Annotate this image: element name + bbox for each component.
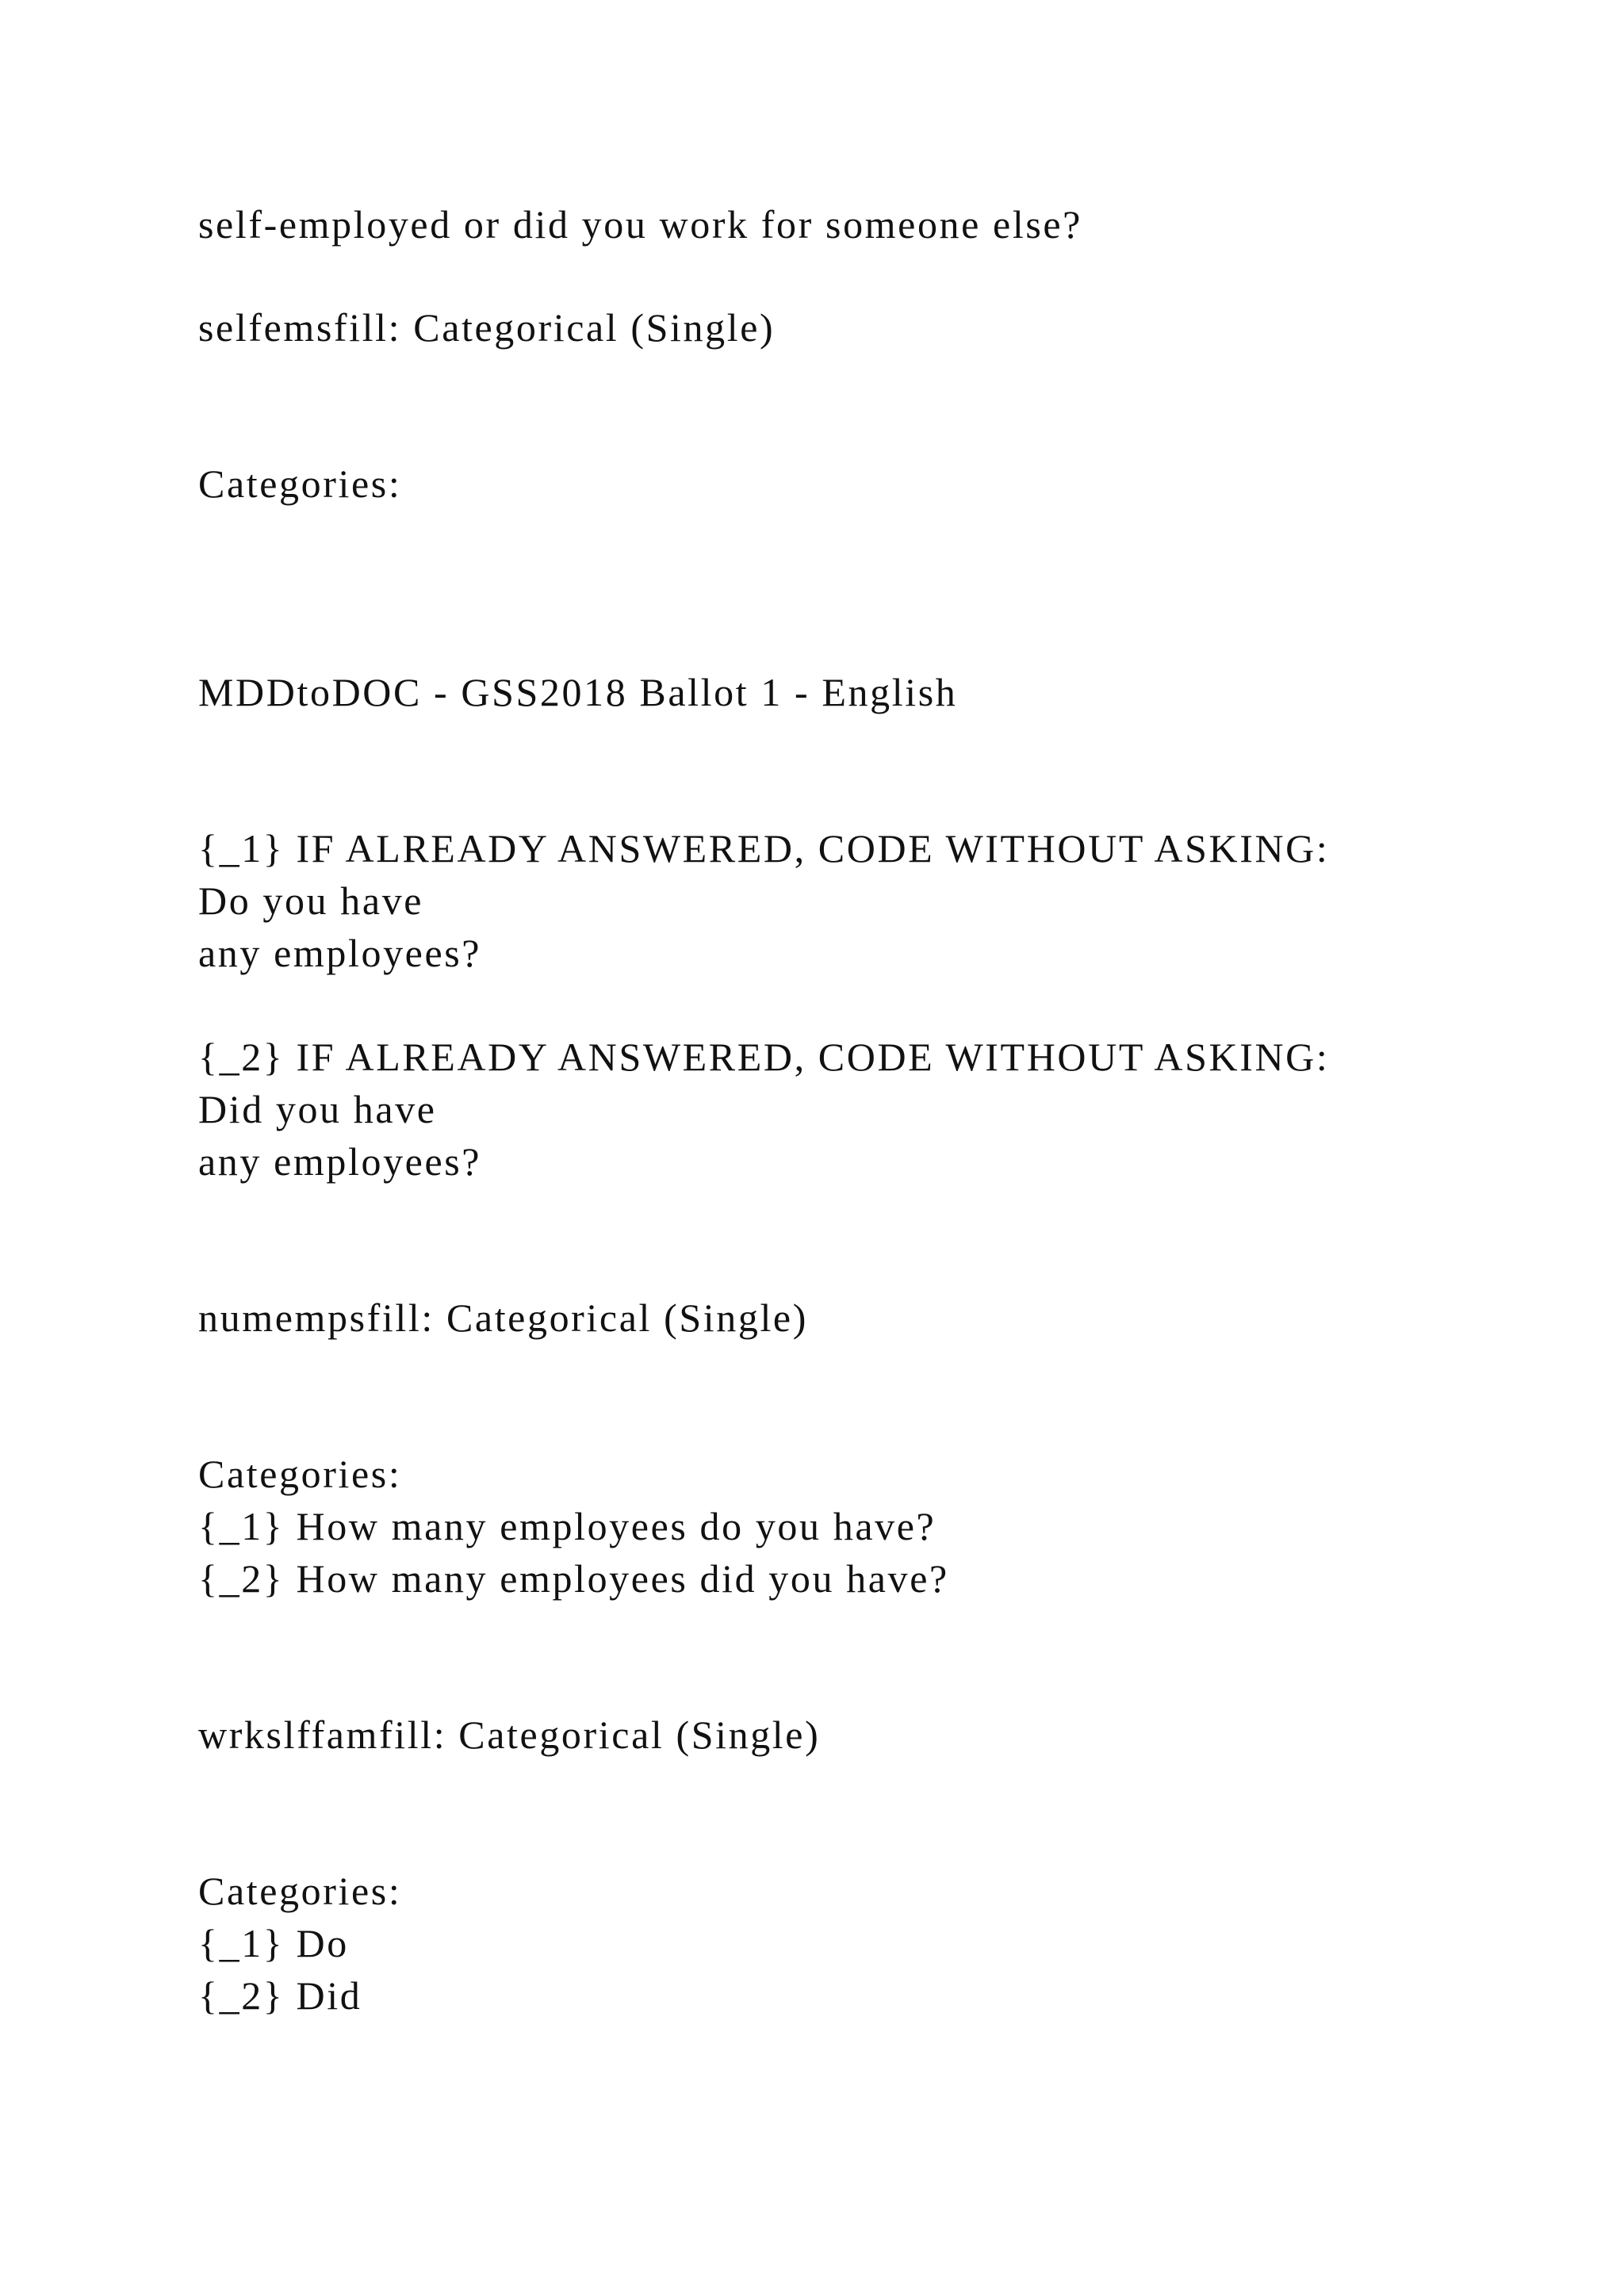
category-item: {_1} Do — [198, 1921, 349, 1965]
category-item: {_2} How many employees did you have? — [198, 1556, 949, 1601]
variable-heading-wrkslffamfill: wrkslffamfill: Categorical (Single) — [198, 1712, 821, 1757]
page-header-text: MDDtoDOC - GSS2018 Ballot 1 - English — [198, 670, 958, 714]
category-item: {_1} IF ALREADY ANSWERED, CODE WITHOUT ASKING: — [198, 826, 1330, 871]
category-item-text: Do you have — [198, 878, 424, 923]
category-item: {_2} Did — [198, 1973, 362, 2018]
categories-label: Categories: — [198, 1869, 402, 1913]
categories-label: Categories: — [198, 461, 402, 506]
variable-heading-selfemsfill: selfemsfill: Categorical (Single) — [198, 305, 776, 350]
category-item-text: Did you have — [198, 1087, 437, 1131]
categories-label: Categories: — [198, 1452, 402, 1496]
category-item: {_1} How many employees do you have? — [198, 1504, 936, 1548]
category-item: {_2} IF ALREADY ANSWERED, CODE WITHOUT ASKING: — [198, 1035, 1330, 1079]
category-item-text: any employees? — [198, 1139, 482, 1184]
variable-heading-numempsfill: numempsfill: Categorical (Single) — [198, 1295, 808, 1340]
category-item-text: any employees? — [198, 931, 482, 975]
question-text-continuation: self-employed or did you work for someone else? — [198, 202, 1082, 247]
